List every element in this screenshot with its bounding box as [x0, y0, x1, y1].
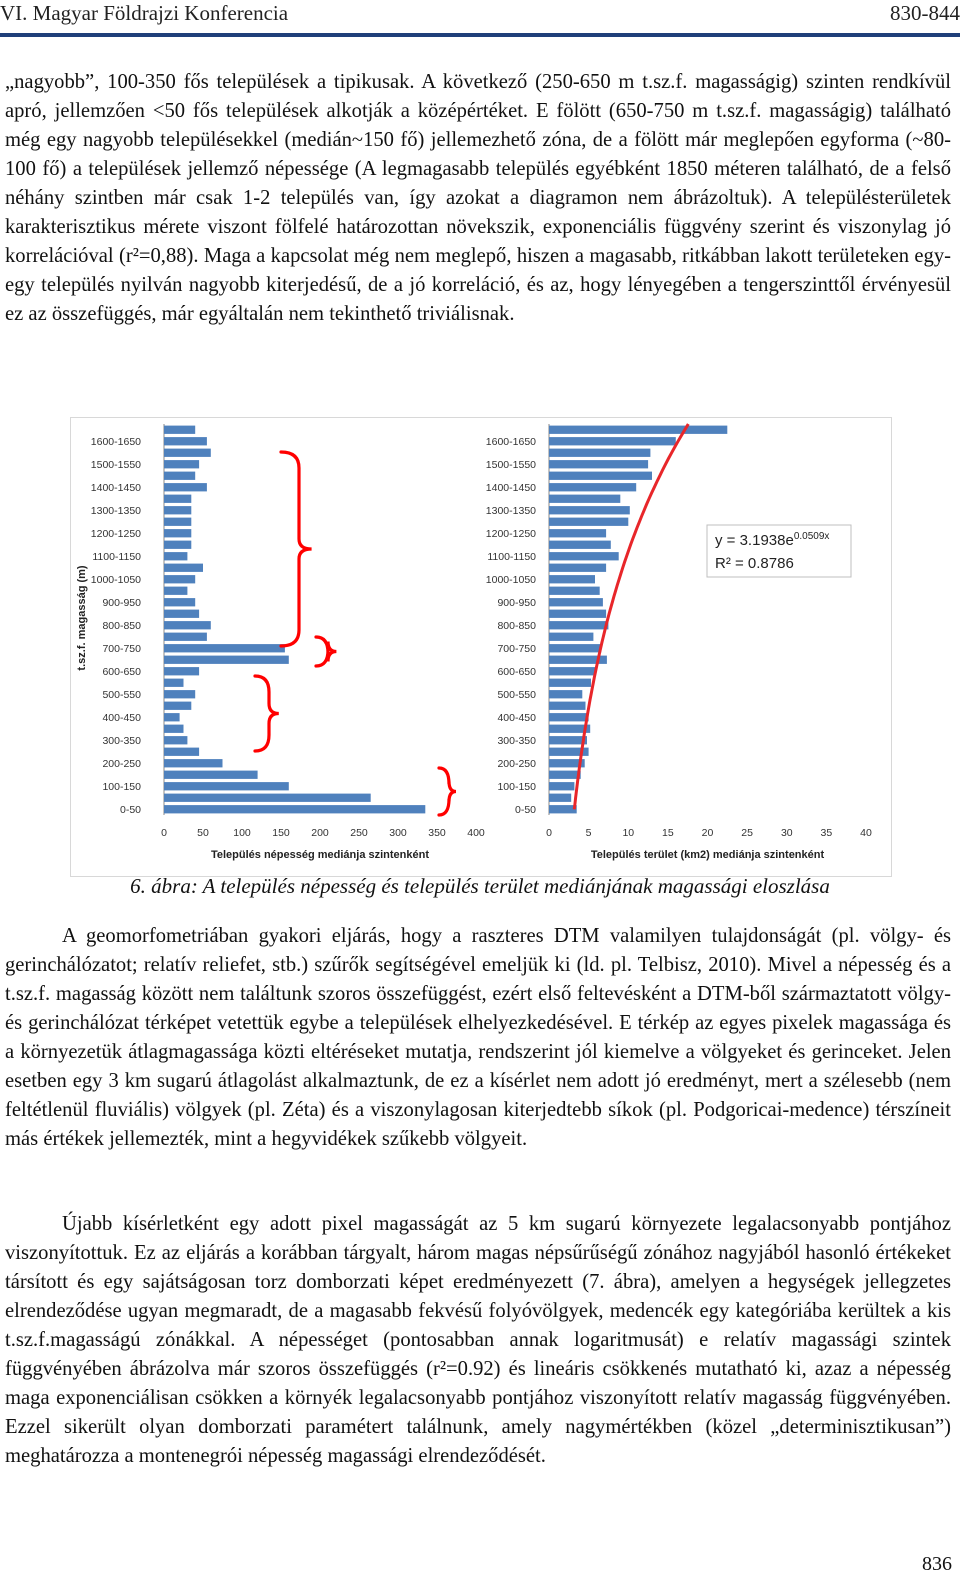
right-chart-bar — [549, 667, 595, 675]
right-chart-category-label: 800-850 — [497, 619, 536, 632]
left-chart-category-label: 1000-1050 — [90, 573, 141, 586]
left-chart-bar — [164, 610, 199, 618]
left-chart-bar — [164, 702, 191, 710]
left-chart-category-label: 1200-1250 — [90, 527, 141, 540]
left-chart-bar — [164, 656, 289, 664]
left-chart-bar — [164, 633, 207, 641]
right-chart-bar — [549, 702, 586, 710]
right-chart-bar — [549, 794, 571, 802]
left-chart-bar — [164, 644, 285, 652]
right-chart-bar — [549, 610, 606, 618]
lowest-levels-bracket — [439, 768, 456, 815]
right-chart-x-tick: 10 — [622, 827, 635, 839]
right-chart-bar — [549, 633, 593, 641]
right-chart-bar — [549, 621, 608, 629]
left-chart-bar — [164, 495, 191, 503]
left-chart-y-axis-label: t.sz.f. magasság (m) — [76, 565, 88, 671]
left-chart-bar — [164, 805, 425, 813]
right-chart-x-tick: 35 — [820, 827, 833, 839]
right-chart-x-tick: 0 — [546, 827, 552, 839]
left-chart-bar — [164, 690, 195, 698]
right-chart-x-tick: 30 — [780, 827, 793, 839]
left-chart-bar — [164, 552, 187, 560]
right-chart-category-label: 0-50 — [514, 803, 536, 816]
left-chart-bar — [164, 426, 195, 434]
right-chart-category-label: 1400-1450 — [485, 481, 536, 494]
trend-exponent: 0.0509x — [793, 531, 830, 542]
left-chart-category-label: 1600-1650 — [90, 435, 141, 448]
right-chart-bar — [549, 805, 577, 813]
left-chart-bar — [164, 483, 207, 491]
right-chart-x-tick: 5 — [585, 827, 592, 839]
left-chart-category-label: 500-550 — [102, 688, 141, 701]
right-chart-bar — [549, 679, 591, 687]
left-chart-bar — [164, 564, 203, 572]
left-chart-x-tick: 350 — [428, 827, 446, 839]
right-chart-category-label: 1500-1550 — [485, 458, 536, 471]
left-chart-bar — [164, 782, 289, 790]
left-chart-category-label: 1500-1550 — [90, 458, 141, 471]
left-chart-bar — [164, 506, 191, 514]
left-chart-bar — [164, 759, 223, 767]
right-chart-category-label: 1100-1150 — [487, 550, 536, 563]
header-pages: 830-844 — [890, 1, 960, 25]
left-chart-bar — [164, 460, 199, 468]
left-chart-bar — [164, 771, 258, 779]
left-chart-bar — [164, 518, 191, 526]
low-population-bracket — [255, 676, 279, 751]
left-chart-bar — [164, 587, 187, 595]
left-chart-bar — [164, 667, 199, 675]
right-chart-bar — [549, 782, 574, 790]
left-chart-category-label: 1300-1350 — [90, 504, 141, 517]
right-chart-bar — [549, 472, 652, 480]
left-chart-category-label: 900-950 — [102, 596, 141, 609]
left-chart-bar — [164, 449, 211, 457]
caption-number: 6. — [130, 874, 146, 898]
left-chart-category-label: 300-350 — [102, 734, 141, 747]
right-chart-x-axis-label: Település terület (km2) mediánja szintenként — [590, 849, 825, 861]
right-chart-category-label: 700-750 — [497, 642, 536, 655]
left-chart-bar — [164, 736, 187, 744]
right-chart-bar — [549, 426, 727, 434]
mid-zone-bracket — [316, 637, 336, 666]
left-chart-x-tick: 200 — [311, 827, 329, 839]
left-chart-x-tick: 50 — [197, 827, 209, 839]
paragraph-2: A geomorfometriában gyakori eljárás, hogy a raszteres DTM valamilyen tulajdonságát (pl. völgy- és gerinchálózatot; relatív reliefet, stb.) szűrők segítségével emeljük ki (ld. pl. Telbisz, 2010). Mivel a népesség és a t.sz.f. magasság között nem találtunk szoros összefüggést, ezért első feltevésként a DTM-ből származtatott völgy- és gerinchálózat térképet vetettük egybe a települések elhelyezkedésével. E térkép az egyes pixelek magassága és a környezetük átlagmagassága közti eltéréseket mutatja, rendszerint jól kiemelve a völgyeket és gerinceket. Jelen esetben egy 3 km sugarú átlagolást alkalmaztunk, de ez a kísérlet nem adott jó eredményt, mert a szélesebb (nem feltétlenül fluviális) völgyek (pl. Zéta) és a viszonylagosan kiterjedtebb síkok (pl. Podgoricai-medence) térszíneit más értékek jellemezték, mint a hegyvidékek szűkebb völgyeit. — [5, 925, 951, 1150]
left-chart-bar — [164, 748, 199, 756]
left-chart-category-label: 1400-1450 — [90, 481, 141, 494]
right-chart-bar — [549, 771, 581, 779]
right-chart-bar — [549, 552, 619, 560]
right-chart-bar — [549, 575, 595, 583]
left-chart-x-tick: 150 — [272, 827, 290, 839]
figure-6 — [70, 417, 892, 877]
trend-equation: $y = 3.1938e^{0.0509x}$ — [715, 531, 830, 549]
left-chart-bar — [164, 437, 207, 445]
page-number: 836 — [922, 1553, 952, 1575]
right-chart-bar — [549, 587, 600, 595]
left-chart-bar — [164, 794, 371, 802]
left-chart-x-tick: 300 — [389, 827, 407, 839]
trend-r2: R² = 0.8786 — [715, 555, 794, 572]
left-chart-bar — [164, 472, 195, 480]
right-chart-category-label: 1300-1350 — [485, 504, 536, 517]
right-chart-bar — [549, 541, 611, 549]
left-chart-x-axis-label: Település népesség mediánja szintenként — [210, 849, 430, 861]
right-chart-category-label: 300-350 — [497, 734, 536, 747]
upper-levels-bracket — [281, 452, 312, 646]
header-title: VI. Magyar Földrajzi Konferencia — [0, 1, 289, 25]
right-chart-bar — [549, 644, 601, 652]
right-chart-bar — [549, 598, 603, 606]
left-chart-category-label: 400-450 — [102, 711, 141, 724]
paragraph-1: „nagyobb”, 100-350 fős települések a tipikusak. A következő (250-650 m t.sz.f. magasságig) szinten rendkívül apró, jellemzően <50 fős települések alkotják a középértéket. E fölött (650-750 m t.sz.f. magasságig) található még egy nagyobb településekkel (medián~150 fő) jellemezhető zóna, de a fölött már meglepően egyforma (~80-100 fő) a települések jellemző népessége (A legmagasabb település egyébként 1850 méteren található, de a felső néhány szintben már csak 1-2 település van, így azokat a diagramon nem ábrázoltuk). A településterületek karakterisztikus mérete viszont fölfelé határozottan növekszik, exponenciális függvény szerint és viszonylag jó korrelációval (r²=0,88). Maga a kapcsolat még nem meglepő, hiszen a magasabb, ritkábban lakott területeken egy-egy település nyilván nagyobb kiterjedésű, de a jó korreláció, és az, hogy lényegében a tengerszinttől érvényesül ez az összefüggés, már egyáltalán nem tekinthető triviálisnak. — [5, 71, 951, 325]
left-chart-category-label: 0-50 — [119, 803, 141, 816]
left-chart-bar — [164, 621, 211, 629]
left-chart-category-label: 1100-1150 — [92, 550, 141, 563]
header-rule — [0, 33, 960, 37]
right-chart-bar — [549, 564, 606, 572]
right-chart-x-tick: 40 — [860, 827, 872, 839]
right-chart-category-label: 600-650 — [497, 665, 536, 678]
left-chart-category-label: 100-150 — [102, 780, 141, 793]
right-chart-bar — [549, 736, 587, 744]
left-chart-bar — [164, 598, 195, 606]
figure-6-charts — [71, 418, 891, 876]
left-chart-bar — [164, 541, 191, 549]
caption-text: ábra: A település népesség és település terület mediánjának magassági eloszlása — [151, 874, 830, 898]
left-chart-x-tick: 400 — [467, 827, 485, 839]
right-chart-bar — [549, 713, 589, 721]
left-chart-bar — [164, 529, 191, 537]
right-chart-bar — [549, 437, 676, 445]
right-chart-bar — [549, 483, 636, 491]
right-chart-bar — [549, 690, 582, 698]
right-chart-x-tick: 15 — [662, 827, 674, 839]
right-chart-category-label: 400-450 — [497, 711, 536, 724]
right-chart-x-tick: 25 — [741, 827, 753, 839]
left-chart-bar — [164, 575, 195, 583]
left-chart-category-label: 200-250 — [102, 757, 141, 770]
right-chart-category-label: 1200-1250 — [485, 527, 536, 540]
paragraph-3: Újabb kísérletként egy adott pixel magasságát az 5 km sugarú környezete legalacsonyabb pontjához viszonyítottuk. Ez az eljárás a korábban tárgyalt, három magas népsűrűségű zónához nagyjából hasonló értékeket társított és egy sajátságosan torz domborzati képet eredményezett (7. ábra), amelyen a hegységek jellegzetes elrendeződése ugyan megmaradt, de a magasabb fekvésű folyóvölgyek, medencék egy kategóriába kerültek a kis t.sz.f.magasságú zónákkal. A népességet (pontosabban annak logaritmusát) e relatív magassági szintek függvényében ábrázolva már szoros összefüggés (r²=0.92) és lineáris csökkenés mutatható ki, azaz a népesség maga exponenciálisan csökken a környék legalacsonyabb pontjához viszonyított relatív magasság függvényében. Ezzel sikerült olyan domborzati paramétert találnunk, amely nagymértékben (közel „determinisztikusan”) meghatározza a montenegrói népesség magassági elrendeződését. — [5, 1213, 951, 1467]
left-chart-bar — [164, 679, 184, 687]
right-chart-bar — [549, 449, 650, 457]
right-chart-category-label: 100-150 — [497, 780, 536, 793]
left-chart-x-tick: 100 — [233, 827, 251, 839]
right-chart-category-label: 1600-1650 — [485, 435, 536, 448]
right-chart-bar — [549, 518, 628, 526]
right-chart-x-tick: 20 — [701, 827, 714, 839]
left-chart-category-label: 800-850 — [102, 619, 141, 632]
right-chart-bar — [549, 506, 630, 514]
right-chart-category-label: 500-550 — [497, 688, 536, 701]
right-chart-category-label: 200-250 — [497, 757, 536, 770]
left-chart-category-label: 700-750 — [102, 642, 141, 655]
left-chart-bar — [164, 725, 184, 733]
left-chart-category-label: 600-650 — [102, 665, 141, 678]
right-chart-category-label: 1000-1050 — [485, 573, 536, 586]
right-chart-bar — [549, 495, 620, 503]
left-chart-bar — [164, 713, 180, 721]
right-chart-bar — [549, 460, 648, 468]
left-chart-x-tick: 250 — [350, 827, 368, 839]
figure-caption — [0, 874, 960, 899]
right-chart-category-label: 900-950 — [497, 596, 536, 609]
running-header — [0, 0, 960, 30]
left-chart-x-tick: 0 — [161, 827, 167, 839]
right-chart-bar — [549, 529, 606, 537]
